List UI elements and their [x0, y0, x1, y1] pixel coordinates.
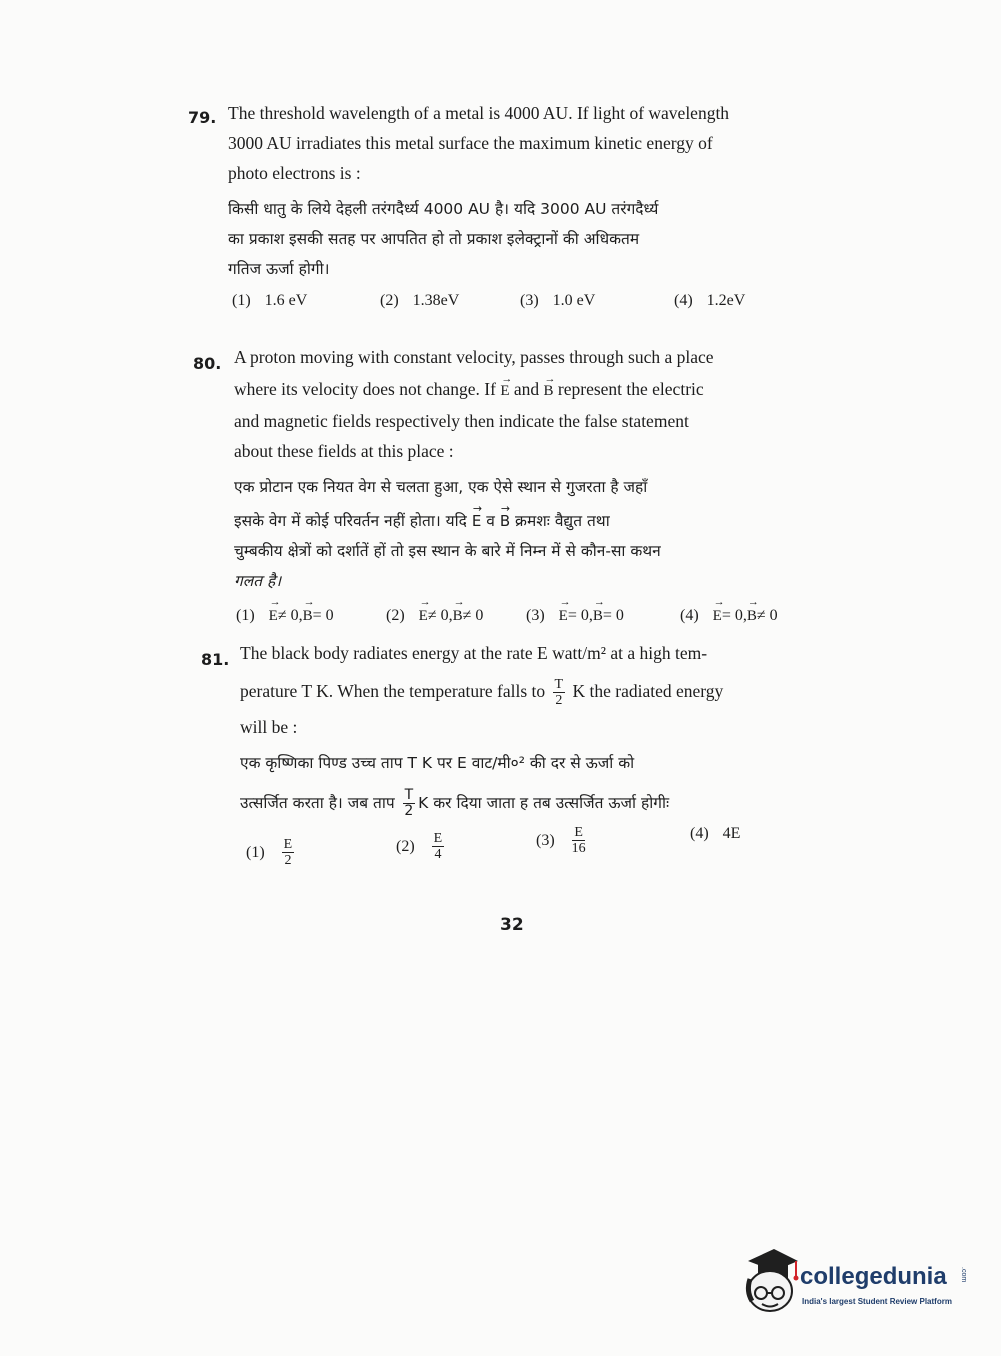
text-line: 3000 AU irradiates this metal surface the maximum kinetic energy of — [228, 133, 713, 153]
question-80 — [234, 342, 854, 634]
vector-b: → B — [593, 604, 603, 625]
option-1 — [232, 292, 307, 310]
option-number: (3) — [536, 831, 555, 849]
text-line: किसी धातु के लिये देहली तरंगदैर्ध्य 4000 AU है। यदि 3000 AU तरंगदैर्ध्य — [228, 200, 659, 218]
text-line: The threshold wavelength of a metal is 4000 AU. If light of wavelength — [228, 103, 730, 123]
option-2 — [386, 604, 483, 625]
options — [240, 825, 820, 875]
text-line — [234, 372, 854, 406]
options — [228, 292, 848, 322]
numerator: T — [404, 787, 414, 804]
option-number: (1) — [236, 607, 255, 624]
denominator: 2 — [404, 803, 414, 820]
option-number: (4) — [680, 607, 699, 624]
option-number: (2) — [380, 292, 399, 309]
text-line: about these fields at this place : — [234, 441, 454, 461]
vector-b: → B — [303, 604, 313, 625]
option-text: ≠ 0 — [462, 607, 484, 624]
question-text-hi — [228, 194, 848, 284]
vector-e: → E — [559, 604, 568, 625]
vector-b: → B — [747, 604, 757, 625]
question-number: 80. — [193, 354, 222, 373]
option-3 — [520, 292, 595, 310]
text-line — [240, 788, 820, 819]
question-81 — [240, 638, 820, 875]
fraction — [282, 837, 295, 868]
numerator: E — [574, 825, 583, 841]
option-2 — [380, 292, 459, 310]
option-number: (4) — [674, 292, 693, 309]
option-4 — [674, 292, 745, 310]
denominator: 2 — [555, 693, 563, 709]
option-text: ≠ 0, — [427, 607, 453, 624]
vector-e: → E — [713, 604, 722, 625]
option-text: 1.6 eV — [264, 292, 308, 309]
text-segment: where its velocity does not change. If — [234, 379, 496, 399]
option-2 — [396, 831, 447, 862]
mascot-icon — [740, 1247, 800, 1323]
denominator: 16 — [571, 841, 586, 857]
vector-e: → E — [269, 604, 278, 625]
text-line: चुम्बकीय क्षेत्रों को दर्शातें हों तो इस स्थान के बारे में निम्न में से कौन-सा कथन — [234, 542, 661, 560]
option-number: (4) — [690, 825, 709, 843]
vector-e: → E — [419, 604, 428, 625]
text-segment: represent the electric — [557, 379, 704, 399]
question-text-hi — [234, 472, 854, 596]
logo-dotcom: .com — [960, 1267, 967, 1283]
option-text: = 0 — [602, 607, 624, 624]
fraction — [432, 831, 445, 862]
option-number: (3) — [520, 292, 539, 309]
denominator: 2 — [284, 853, 292, 869]
option-text: = 0 — [312, 607, 334, 624]
fraction — [572, 825, 586, 856]
text-line — [240, 676, 820, 708]
logo-tagline: India's largest Student Review Platform — [802, 1297, 952, 1306]
vector-b: → B — [453, 604, 463, 625]
text-segment: K — [418, 794, 429, 813]
vector-b: → B — [544, 372, 554, 406]
option-1 — [236, 604, 334, 625]
option-number: (1) — [232, 292, 251, 309]
option-text: 1.2eV — [706, 292, 746, 309]
vector-e: → E — [472, 502, 481, 536]
text-line: गलत है। — [234, 572, 282, 590]
option-text: 1.0 eV — [552, 292, 596, 309]
denominator: 4 — [434, 847, 442, 863]
collegedunia-logo[interactable] — [738, 1245, 978, 1325]
question-text-en — [234, 342, 854, 466]
text-line — [234, 502, 854, 536]
page-number: 32 — [500, 915, 524, 935]
option-3 — [526, 604, 624, 625]
option-text: = 0, — [567, 607, 593, 624]
logo-wordmark: collegedunia — [800, 1263, 947, 1290]
option-4 — [690, 825, 740, 843]
numerator: E — [433, 831, 443, 847]
vector-e: → E — [500, 372, 509, 406]
text-segment: कर दिया जाता ह तब उत्सर्जित ऊर्जा होगीः — [433, 794, 670, 813]
options — [234, 604, 854, 634]
question-text-en — [228, 98, 848, 188]
text-segment: उत्सर्जित करता है। जब ताप — [240, 794, 395, 813]
numerator: T — [554, 677, 564, 693]
option-1 — [246, 837, 297, 868]
option-number: (1) — [246, 843, 265, 861]
option-text: ≠ 0, — [277, 607, 303, 624]
text-line: एक प्रोटान एक नियत वेग से चलता हुआ, एक ऐसे स्थान से गुजरता है जहाँ — [234, 478, 648, 496]
text-line: एक कृष्णिका पिण्ड उच्च ताप T K पर E वाट/मी०² की दर से ऊर्जा को — [240, 754, 635, 773]
text-line: will be : — [240, 717, 298, 738]
text-line: photo electrons is : — [228, 163, 361, 183]
option-number: (2) — [386, 607, 405, 624]
option-text: ≠ 0 — [756, 607, 778, 624]
text-segment: K the radiated energy — [572, 681, 724, 701]
option-text: = 0, — [721, 607, 747, 624]
text-line: गतिज ऊर्जा होगी। — [228, 260, 330, 278]
text-segment: and — [513, 379, 540, 399]
text-segment: व — [486, 512, 495, 530]
question-text-hi — [240, 748, 820, 819]
question-number: 81. — [201, 650, 230, 669]
text-segment: क्रमशः वैद्युत तथा — [515, 512, 610, 530]
question-text-en — [240, 638, 820, 742]
text-line: The black body radiates energy at the rate E watt/m² at a high tem- — [240, 643, 708, 663]
text-line: A proton moving with constant velocity, passes through such a place — [234, 347, 714, 367]
option-number: (3) — [526, 607, 545, 624]
option-4 — [680, 604, 778, 625]
vector-b: → B — [500, 502, 510, 536]
numerator: E — [283, 837, 293, 853]
fraction — [553, 677, 566, 708]
fraction — [403, 788, 416, 819]
question-79 — [228, 98, 848, 322]
text-line: का प्रकाश इसकी सतह पर आपतित हो तो प्रकाश इलेक्ट्रानों की अधिकतम — [228, 230, 640, 248]
option-number: (2) — [396, 837, 415, 855]
text-segment: perature T K. When the temperature falls to — [240, 681, 546, 701]
option-3 — [536, 825, 589, 856]
option-text: 1.38eV — [412, 292, 460, 309]
option-text: 4E — [722, 825, 741, 843]
text-line: and magnetic fields respectively then indicate the false statement — [234, 411, 689, 431]
text-segment: इसके वेग में कोई परिवर्तन नहीं होता। यदि — [234, 512, 467, 530]
question-number: 79. — [188, 108, 217, 127]
